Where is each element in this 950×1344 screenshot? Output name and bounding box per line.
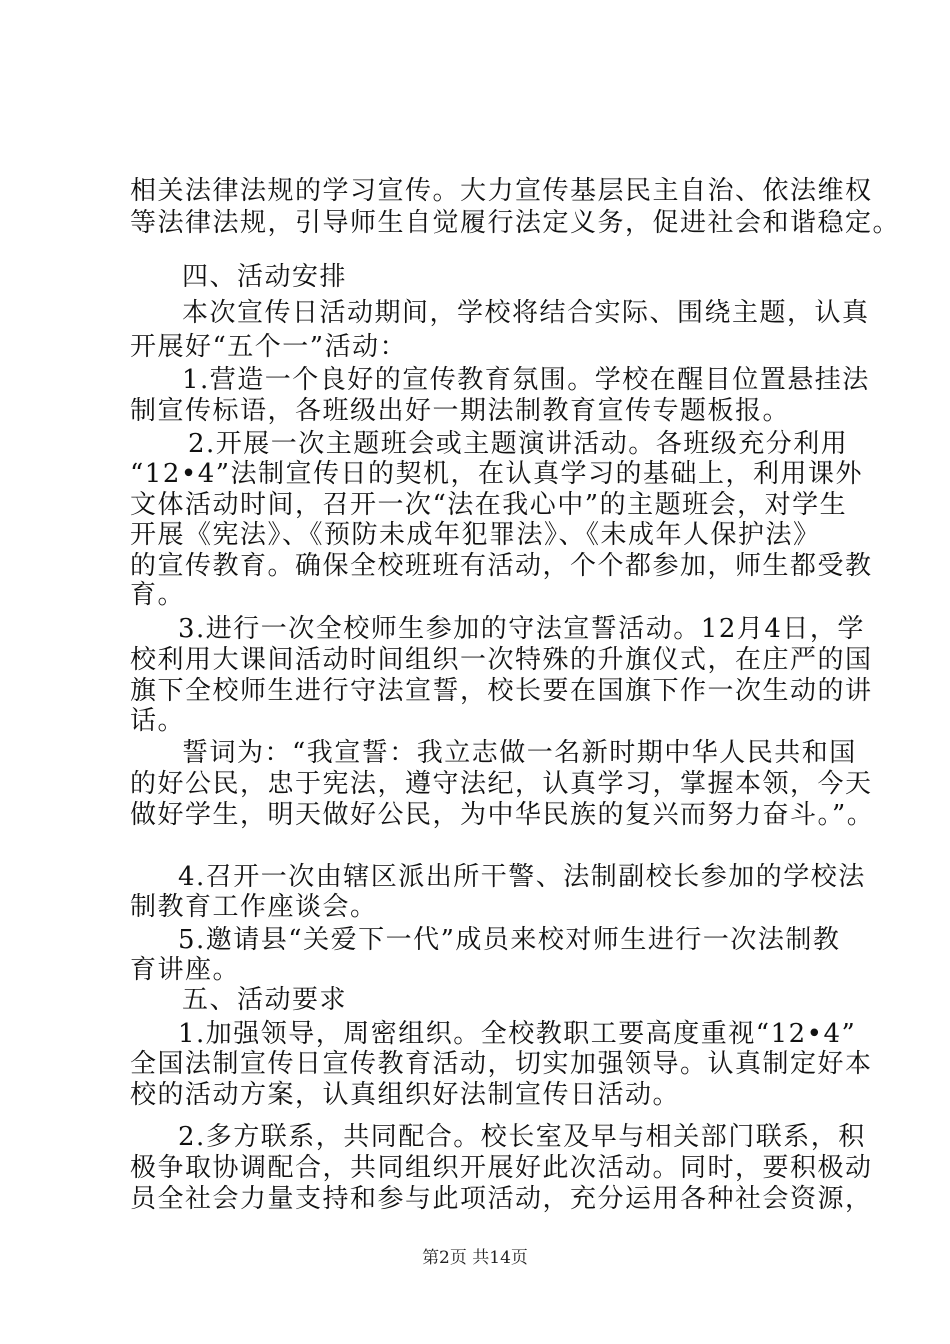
body-text-line: “12•4”法制宣传日的契机，在认真学习的基础上，利用课外 <box>130 459 864 489</box>
body-text-line: 开展《宪法》、《预防未成年犯罪法》、《未成年人保护法》 <box>130 520 821 550</box>
body-text-line: 校的活动方案，认真组织好法制宣传日活动。 <box>130 1080 681 1110</box>
section-heading: 四、活动安排 <box>182 262 348 292</box>
body-text-line: 的宣传教育。确保全校班班有活动，个个都参加，师生都受教 <box>130 551 873 581</box>
body-text-line: 全国法制宣传日宣传教育活动，切实加强领导。认真制定好本 <box>130 1049 873 1079</box>
body-text-line: 的好公民，忠于宪法，遵守法纪，认真学习，掌握本领，今天 <box>130 769 873 799</box>
list-item-line: 2.多方联系，共同配合。校长室及早与相关部门联系，积 <box>178 1122 866 1152</box>
body-text-line: 话。 <box>130 706 186 736</box>
body-text-line: 育讲座。 <box>130 955 241 985</box>
list-item-line: 5.邀请县“关爱下一代”成员来校对师生进行一次法制教 <box>178 925 841 955</box>
body-text-line: 等法律法规，引导师生自觉履行法定义务，促进社会和谐稳定。 <box>130 208 901 238</box>
body-text-line: 相关法律法规的学习宣传。大力宣传基层民主自治、依法维权 <box>130 176 873 206</box>
body-text-line: 制宣传标语，各班级出好一期法制教育宣传专题板报。 <box>130 396 791 426</box>
list-item-line: 3.进行一次全校师生参加的守法宣誓活动。12月4日，学 <box>178 614 865 644</box>
body-text-line: 做好学生，明天做好公民，为中华民族的复兴而努力奋斗。”。 <box>130 800 875 830</box>
body-text-line: 极争取协调配合，共同组织开展好此次活动。同时，要积极动 <box>130 1153 873 1183</box>
list-item-line: 4.召开一次由辖区派出所干警、法制副校长参加的学校法 <box>178 862 866 892</box>
body-text-line: 文体活动时间，召开一次“法在我心中”的主题班会，对学生 <box>130 490 848 520</box>
body-text-line: 育。 <box>130 580 186 610</box>
body-text-line: 员全社会力量支持和参与此项活动，充分运用各种社会资源， <box>130 1184 873 1214</box>
page-number-footer: 第2页 共14页 <box>422 1248 528 1268</box>
section-heading: 五、活动要求 <box>182 985 348 1015</box>
list-item-line: 2.开展一次主题班会或主题演讲活动。各班级充分利用 <box>188 429 849 459</box>
list-item-line: 1.营造一个良好的宣传教育氛围。学校在醒目位置悬挂法 <box>182 365 870 395</box>
body-text-line: 本次宣传日活动期间，学校将结合实际、围绕主题，认真 <box>182 298 870 328</box>
body-text-line: 开展好“五个一”活动： <box>130 332 408 362</box>
list-item-line: 1.加强领导，周密组织。全校教职工要高度重视“12•4” <box>178 1019 857 1049</box>
body-text-line: 校利用大课间活动时间组织一次特殊的升旗仪式，在庄严的国 <box>130 645 873 675</box>
body-text-line: 誓词为：“我宣誓：我立志做一名新时期中华人民共和国 <box>182 738 857 768</box>
body-text-line: 旗下全校师生进行守法宣誓，校长要在国旗下作一次生动的讲 <box>130 676 873 706</box>
body-text-line: 制教育工作座谈会。 <box>130 892 378 922</box>
